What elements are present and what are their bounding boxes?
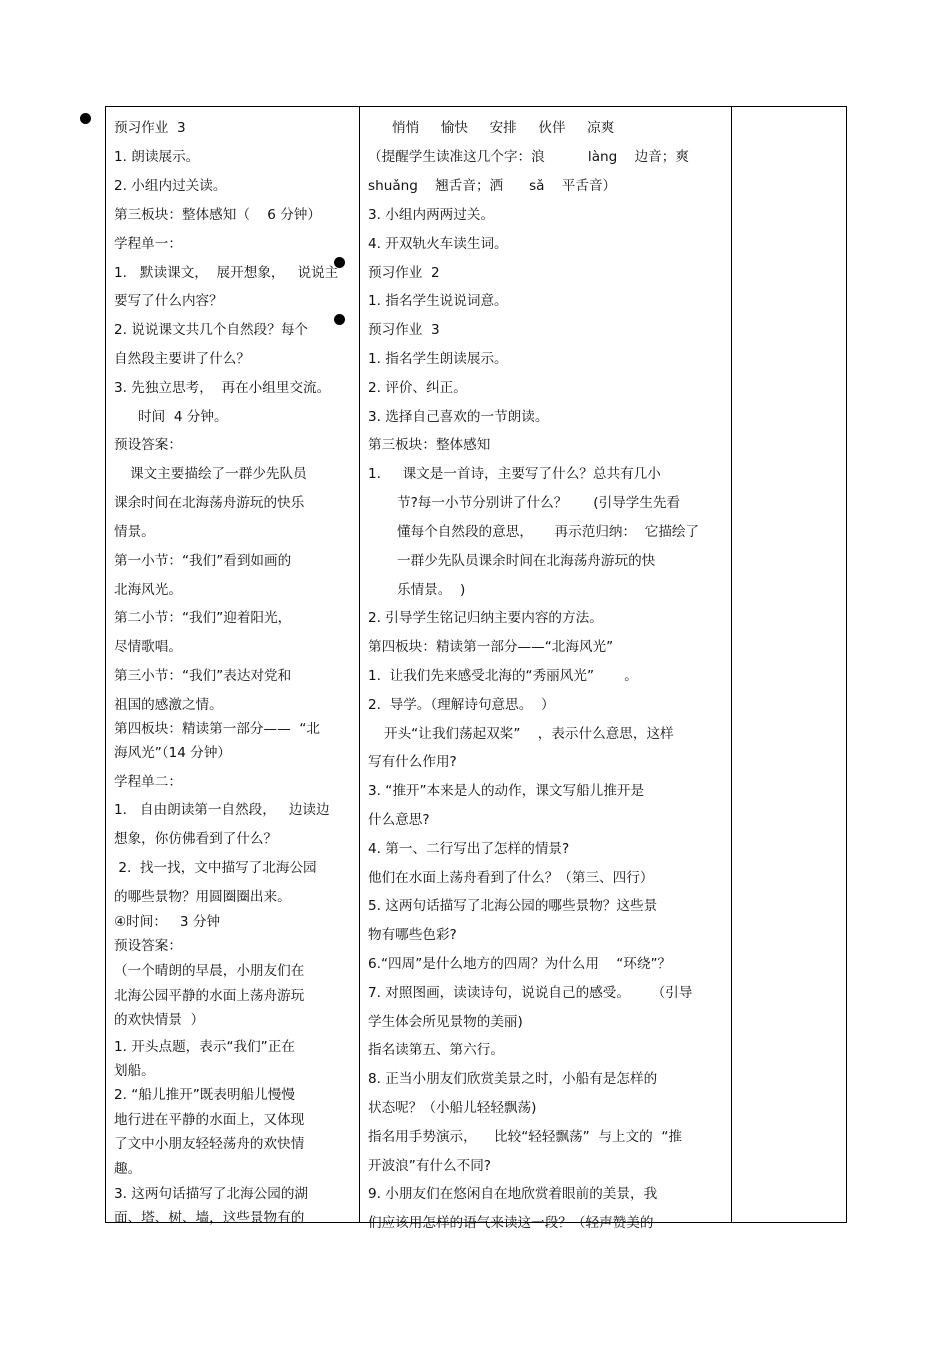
- text-line: 乐情景。 ): [397, 582, 466, 598]
- text-line: 想象，你仿佛看到了什么？: [114, 831, 278, 847]
- teacher-guidance-column: [360, 107, 731, 1231]
- text-line: 开头“让我们荡起双桨” ，表示什么意思，这样: [384, 726, 674, 742]
- text-line: 7. 对照图画，读读诗句，说说自己的感受。 （引导: [368, 985, 693, 1001]
- text-line: shuǎng 翘舌音；洒 sǎ 平舌音）: [368, 178, 617, 194]
- text-line: 学生体会所见景物的美丽): [368, 1014, 523, 1030]
- text-line: 学程单一：: [114, 236, 182, 252]
- text-line: 什么意思?: [368, 812, 430, 828]
- text-line: 1. 默读课文， 展开想象， 说说主: [114, 265, 339, 281]
- text-line: 1. 开头点题，表示“我们”正在: [114, 1039, 295, 1055]
- notes-column: [732, 107, 846, 1222]
- text-line: 9. 小朋友们在悠闲自在地欣赏着眼前的美景，我: [368, 1186, 658, 1202]
- text-line: 物有哪些色彩?: [368, 927, 457, 943]
- text-line: 他们在水面上荡舟看到了什么？（第三、四行）: [368, 870, 654, 886]
- text-line: 时间 4 分钟。: [138, 409, 228, 425]
- text-line: 第一小节：“我们”看到如画的: [114, 553, 292, 569]
- text-line: 第四板块：精读第一部分——“北海风光”: [368, 639, 614, 655]
- lesson-plan-table: [105, 106, 847, 1231]
- text-line: 懂每个自然段的意思， 再示范归纳： 它描绘了: [397, 524, 700, 540]
- student-activity-column: [106, 107, 359, 1226]
- text-line: 3. 先独立思考， 再在小组里交流。: [114, 380, 331, 396]
- text-line: 1. 让我们先来感受北海的“秀丽风光” 。: [368, 668, 638, 684]
- text-line: 2. 导学。（理解诗句意思。 ）: [368, 697, 555, 713]
- text-line: 海风光”（14 分钟）: [114, 745, 232, 761]
- text-line: 3. 小组内两两过关。: [368, 207, 495, 223]
- text-line: 学程单二：: [114, 774, 182, 790]
- text-line: 划船。: [114, 1063, 155, 1079]
- text-line: 写有什么作用?: [368, 754, 457, 770]
- text-line: 课余时间在北海荡舟游玩的快乐: [114, 495, 305, 511]
- text-line: 2. 小组内过关读。: [114, 178, 227, 194]
- text-line: 1. 朗读展示。: [114, 149, 200, 165]
- text-line: 2. 评价、纠正。: [368, 380, 467, 396]
- text-line: 地行进在平静的水面上，又体现: [114, 1112, 305, 1128]
- text-line: 课文主要描绘了一群少先队员: [130, 466, 307, 482]
- text-line: 们应该用怎样的语气来读这一段？（轻声赞美的: [368, 1215, 654, 1231]
- text-line: 了文中小朋友轻轻荡舟的欢快情: [114, 1136, 305, 1152]
- text-line: 8. 正当小朋友们欣赏美景之时，小船有是怎样的: [368, 1071, 658, 1087]
- text-line: 第三板块：整体感知: [368, 437, 491, 453]
- text-line: 北海风光。: [114, 582, 182, 598]
- text-line: 指名用手势演示， 比较“轻轻飘荡” 与上文的 “推: [368, 1129, 682, 1145]
- text-line: 2. “船儿推开”既表明船儿慢慢: [114, 1087, 295, 1103]
- text-line: 预设答案：: [114, 437, 182, 453]
- text-line: 预设答案：: [114, 938, 182, 954]
- text-line: 3. 这两句话描写了北海公园的湖: [114, 1186, 309, 1202]
- bullet-icon: [80, 113, 91, 124]
- text-line: ④时间： 3 分钟: [114, 914, 221, 930]
- text-line: 第三小节：“我们”表达对党和: [114, 668, 292, 684]
- text-line: 趣。: [114, 1161, 142, 1177]
- text-line: 1. 指名学生说说词意。: [368, 293, 508, 309]
- text-line: 1. 指名学生朗读展示。: [368, 351, 508, 367]
- text-line: 4. 开双轨火车读生词。: [368, 236, 508, 252]
- text-line: 2. 找一找，文中描写了北海公园: [114, 860, 317, 876]
- text-line: 2. 说说课文共几个自然段？每个: [114, 322, 309, 338]
- text-line: 一群少先队员课余时间在北海荡舟游玩的快: [397, 553, 656, 569]
- text-line: 预习作业 3: [368, 322, 440, 338]
- text-line: 状态呢？（小船儿轻轻飘荡): [368, 1100, 537, 1116]
- text-line: 4. 第一、二行写出了怎样的情景?: [368, 841, 570, 857]
- text-line: 北海公园平静的水面上荡舟游玩: [114, 988, 305, 1004]
- text-line: 第四板块：精读第一部分—— “北: [114, 721, 320, 737]
- text-line: 情景。: [114, 524, 155, 540]
- text-line: 预习作业 3: [114, 120, 186, 136]
- text-line: 悄悄 愉快 安排 伙伴 凉爽: [392, 120, 615, 136]
- text-line: （一个晴朗的早晨，小朋友们在: [114, 963, 305, 979]
- text-line: 6.“四周”是什么地方的四周？为什么用 “环绕”？: [368, 956, 672, 972]
- text-line: 指名读第五、第六行。: [368, 1042, 504, 1058]
- text-line: 1. 自由朗读第一自然段， 边读边: [114, 802, 330, 818]
- text-line: 3. “推开”本来是人的动作，课文写船儿推开是: [368, 783, 645, 799]
- text-line: 2. 引导学生铭记归纳主要内容的方法。: [368, 610, 603, 626]
- text-line: 第三板块：整体感知（ 6 分钟）: [114, 207, 321, 223]
- text-line: 的哪些景物？用圆圈圈出来。: [114, 889, 291, 905]
- text-line: 尽情歌唱。: [114, 639, 182, 655]
- text-line: 1. 课文是一首诗，主要写了什么？总共有几小: [368, 466, 661, 482]
- text-line: 第二小节：“我们”迎着阳光，: [114, 610, 292, 626]
- text-line: 祖国的感激之情。: [114, 697, 223, 713]
- text-line: 的欢快情景 ）: [114, 1012, 205, 1028]
- text-line: 3. 选择自己喜欢的一节朗读。: [368, 409, 549, 425]
- text-line: 要写了什么内容？: [114, 293, 223, 309]
- text-line: （提醒学生读准这几个字：浪 làng 边音；爽: [368, 149, 689, 165]
- text-line: 开波浪”有什么不同?: [368, 1158, 492, 1174]
- text-line: 面、塔、树、墙，这些景物有的: [114, 1210, 305, 1226]
- text-line: 自然段主要讲了什么？: [114, 351, 250, 367]
- text-line: 5. 这两句话描写了北海公园的哪些景物？这些景: [368, 898, 658, 914]
- text-line: 节?每一小节分别讲了什么？ (引导学生先看: [397, 495, 681, 511]
- text-line: 预习作业 2: [368, 265, 440, 281]
